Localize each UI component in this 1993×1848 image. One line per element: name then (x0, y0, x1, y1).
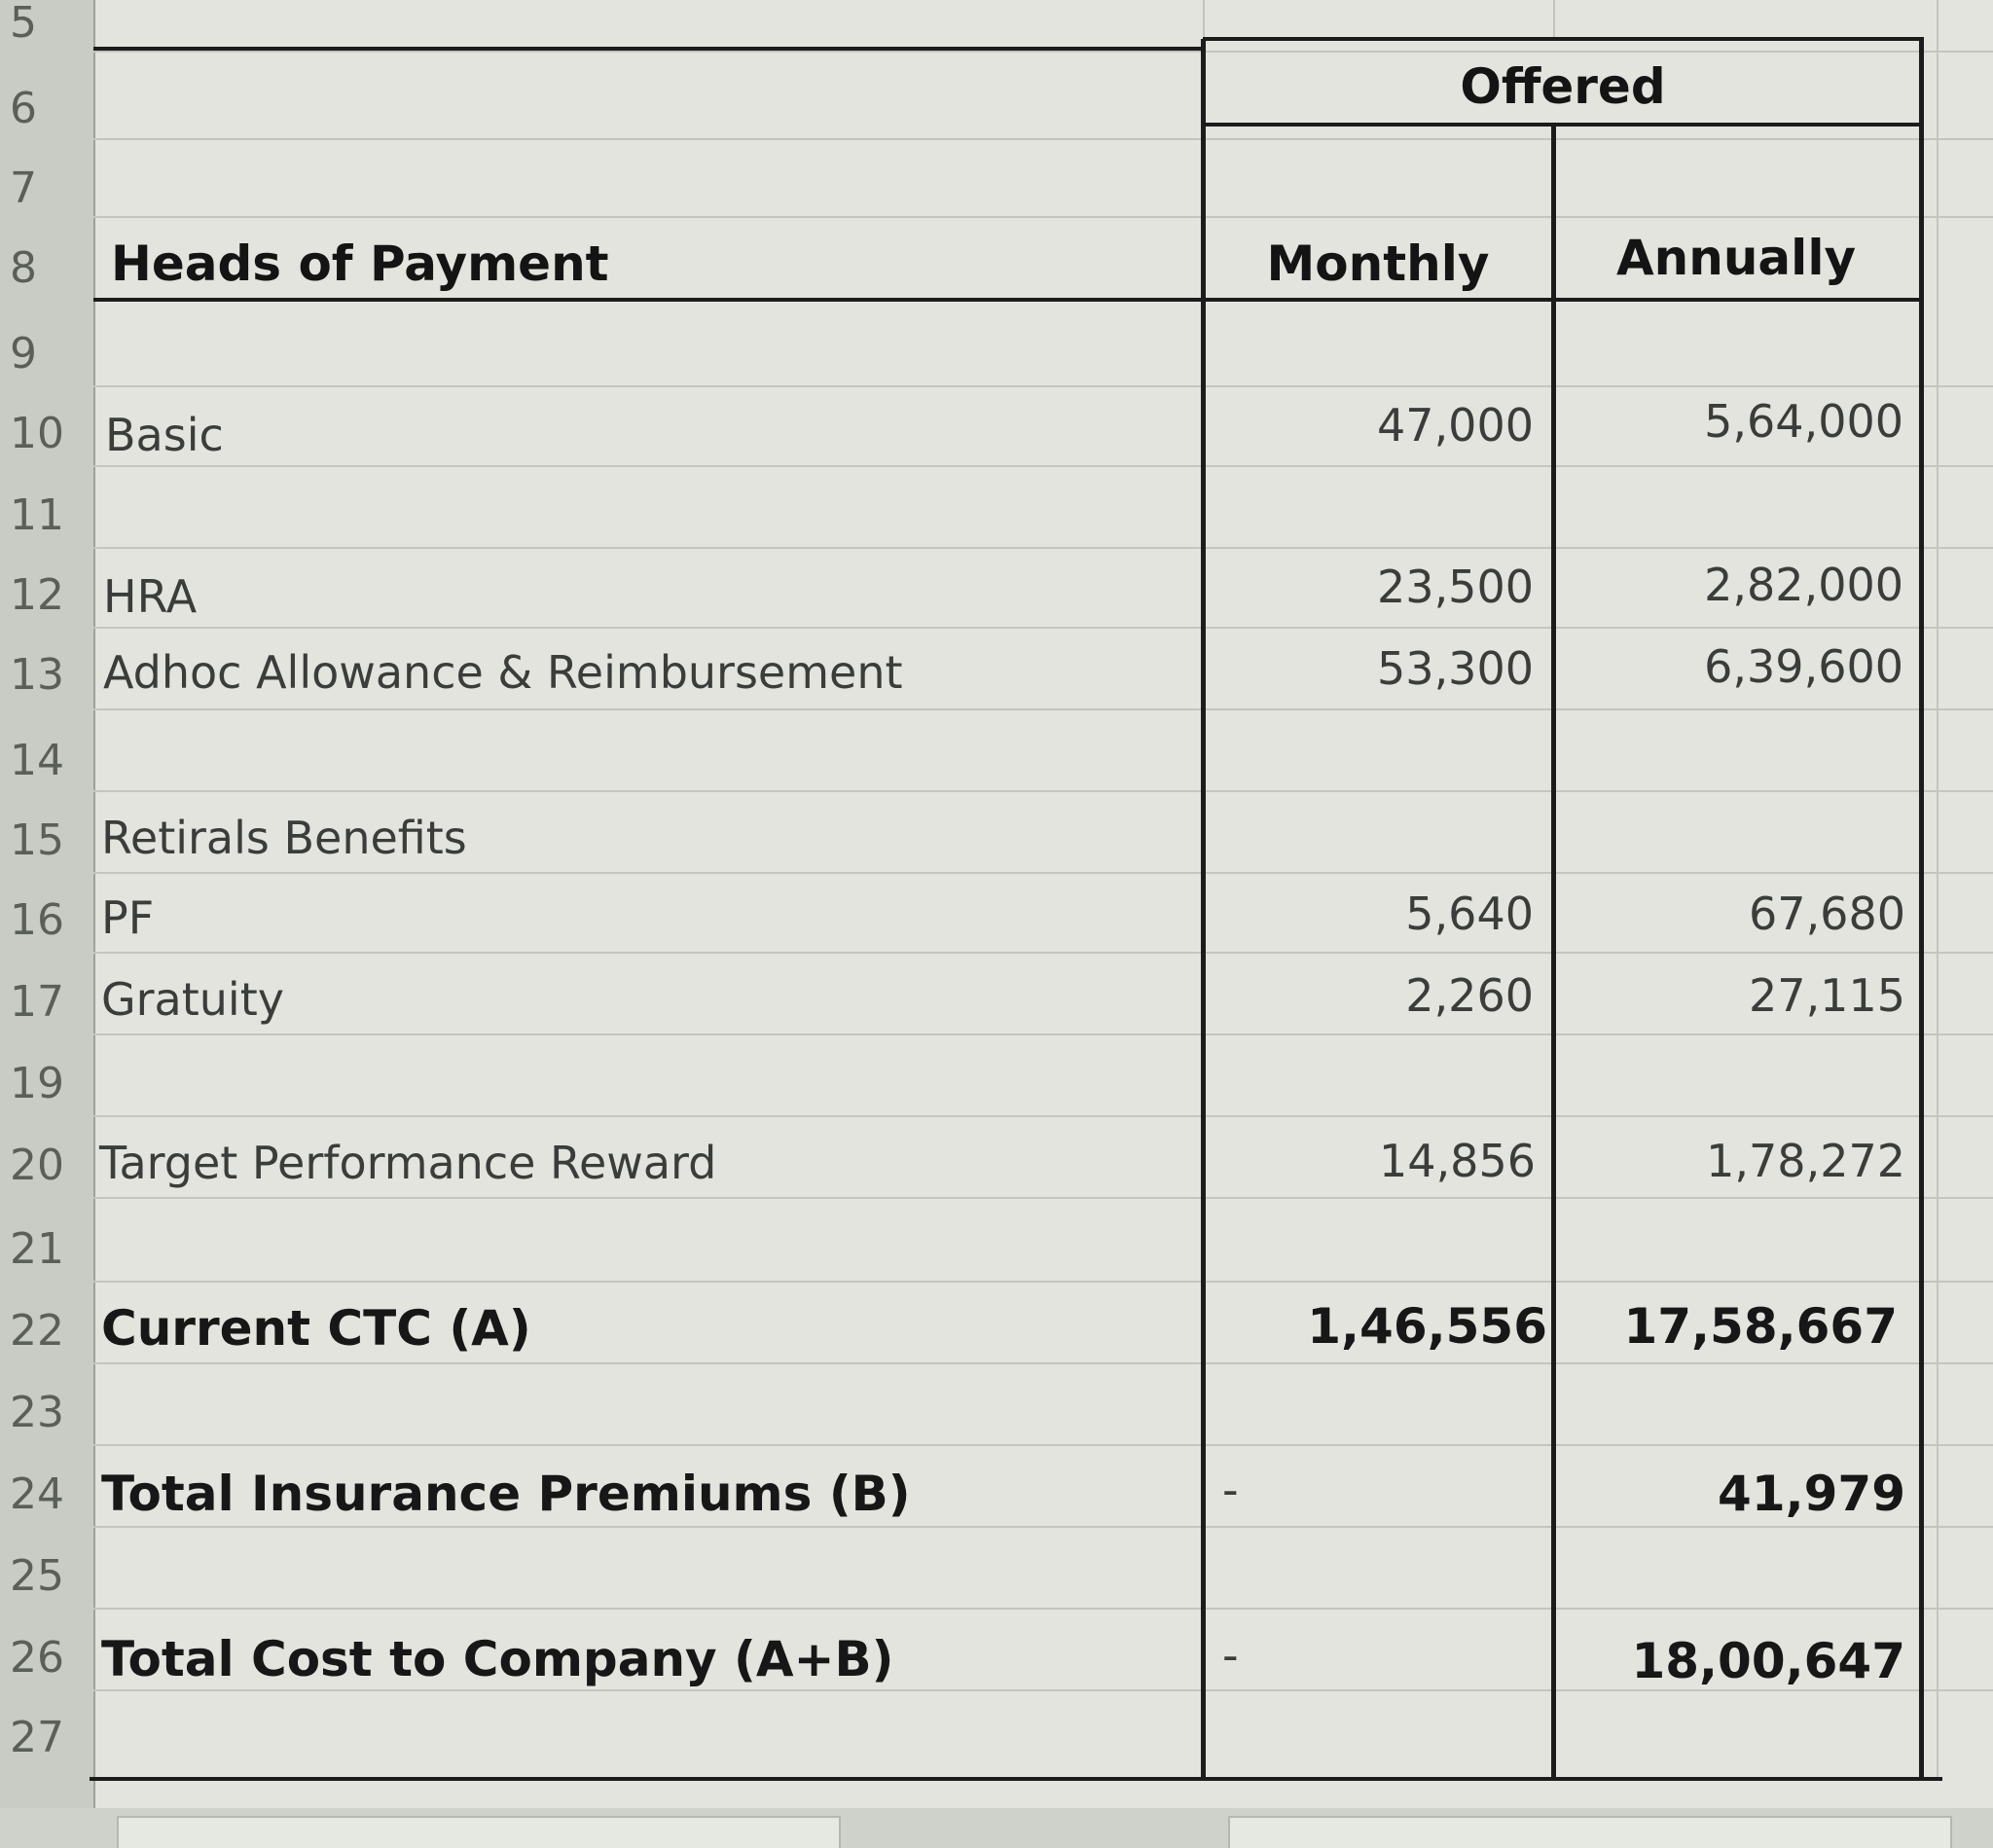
gridline (93, 1689, 1993, 1691)
label-target-performance-reward[interactable]: Target Performance Reward (99, 1137, 717, 1189)
row-number[interactable]: 27 (10, 1713, 64, 1762)
annually-total-insurance-premiums[interactable]: 41,979 (1718, 1466, 1905, 1522)
annually-adhoc-allowance[interactable]: 6,39,600 (1704, 640, 1903, 693)
label-pf[interactable]: PF (101, 891, 155, 944)
header-border-bottom (93, 298, 1923, 302)
row-number[interactable]: 12 (10, 570, 64, 620)
annually-basic[interactable]: 5,64,000 (1704, 395, 1903, 448)
monthly-target-performance-reward[interactable]: 14,856 (1379, 1135, 1536, 1187)
sheet-tab[interactable] (117, 1816, 841, 1848)
monthly-basic[interactable]: 47,000 (1377, 399, 1534, 452)
gridline (93, 1444, 1993, 1446)
row-number[interactable]: 20 (10, 1141, 64, 1190)
row-number[interactable]: 6 (10, 84, 37, 133)
header-annually: Annually (1615, 230, 1857, 286)
gridline (1937, 0, 1939, 1781)
gridline (93, 465, 1993, 467)
label-total-cost-to-company[interactable]: Total Cost to Company (A+B) (101, 1631, 894, 1687)
monthly-hra[interactable]: 23,500 (1377, 561, 1534, 613)
table-border-top (93, 47, 1203, 51)
row-number[interactable]: 7 (10, 163, 37, 213)
annually-hra[interactable]: 2,82,000 (1704, 559, 1903, 611)
gridline (93, 547, 1993, 549)
row-number[interactable]: 10 (10, 409, 64, 458)
gridline (93, 51, 1993, 53)
row-number[interactable]: 16 (10, 895, 64, 945)
table-border-annually-left (1551, 125, 1556, 1781)
table-border-bottom (90, 1777, 1942, 1781)
label-gratuity[interactable]: Gratuity (101, 973, 284, 1026)
row-number[interactable]: 17 (10, 977, 64, 1027)
label-current-ctc[interactable]: Current CTC (A) (101, 1300, 531, 1357)
row-number[interactable]: 15 (10, 815, 64, 865)
gridline (93, 385, 1993, 387)
annually-target-performance-reward[interactable]: 1,78,272 (1706, 1135, 1905, 1187)
monthly-total-insurance-premiums[interactable]: - (1222, 1464, 1239, 1516)
label-adhoc-allowance[interactable]: Adhoc Allowance & Reimbursement (103, 646, 903, 699)
gridline (93, 1608, 1993, 1610)
monthly-pf[interactable]: 5,640 (1405, 888, 1534, 940)
row-number[interactable]: 23 (10, 1388, 64, 1437)
gridline (93, 708, 1993, 710)
gridline (93, 952, 1993, 954)
row-number[interactable]: 19 (10, 1059, 64, 1108)
gridline (93, 1197, 1993, 1199)
gridline (93, 1281, 1993, 1283)
header-offered: Offered (1460, 58, 1666, 115)
label-total-insurance-premiums[interactable]: Total Insurance Premiums (B) (101, 1466, 911, 1522)
row-number[interactable]: 5 (10, 0, 37, 48)
annually-gratuity[interactable]: 27,115 (1749, 969, 1905, 1022)
offered-border-top (1203, 37, 1923, 41)
gridline (1203, 0, 1205, 39)
gridline (93, 1526, 1993, 1528)
sheet-tab[interactable] (1228, 1816, 1952, 1848)
row-number[interactable]: 25 (10, 1551, 64, 1601)
row-number[interactable]: 9 (10, 329, 37, 379)
row-number[interactable]: 24 (10, 1469, 64, 1519)
gridline (93, 627, 1993, 629)
label-basic[interactable]: Basic (105, 409, 224, 461)
gridline (93, 1362, 1993, 1364)
monthly-gratuity[interactable]: 2,260 (1405, 969, 1534, 1022)
row-number[interactable]: 26 (10, 1633, 64, 1683)
row-number[interactable]: 22 (10, 1306, 64, 1356)
gridline (93, 1115, 1993, 1117)
header-heads-of-payment: Heads of Payment (111, 236, 609, 292)
gridline (93, 1033, 1993, 1035)
label-retirals-benefits[interactable]: Retirals Benefits (101, 812, 467, 864)
annually-total-cost-to-company[interactable]: 18,00,647 (1631, 1633, 1905, 1689)
gridline (93, 790, 1993, 792)
row-number[interactable]: 13 (10, 650, 64, 700)
gridline (93, 138, 1993, 140)
gridline (93, 872, 1993, 874)
monthly-current-ctc[interactable]: 1,46,556 (1307, 1298, 1547, 1355)
row-number[interactable]: 21 (10, 1224, 64, 1274)
row-number[interactable]: 8 (10, 243, 37, 293)
row-number[interactable]: 14 (10, 736, 64, 785)
label-hra[interactable]: HRA (103, 570, 198, 623)
monthly-total-cost-to-company[interactable]: - (1222, 1629, 1239, 1682)
table-border-right (1919, 37, 1924, 1781)
annually-current-ctc[interactable]: 17,58,667 (1623, 1298, 1898, 1355)
offered-border-bottom (1203, 123, 1923, 127)
header-monthly: Monthly (1266, 236, 1490, 292)
row-number[interactable]: 11 (10, 490, 64, 540)
monthly-adhoc-allowance[interactable]: 53,300 (1377, 642, 1534, 695)
gridline (93, 216, 1993, 218)
gridline (1553, 0, 1555, 39)
annually-pf[interactable]: 67,680 (1749, 888, 1905, 940)
